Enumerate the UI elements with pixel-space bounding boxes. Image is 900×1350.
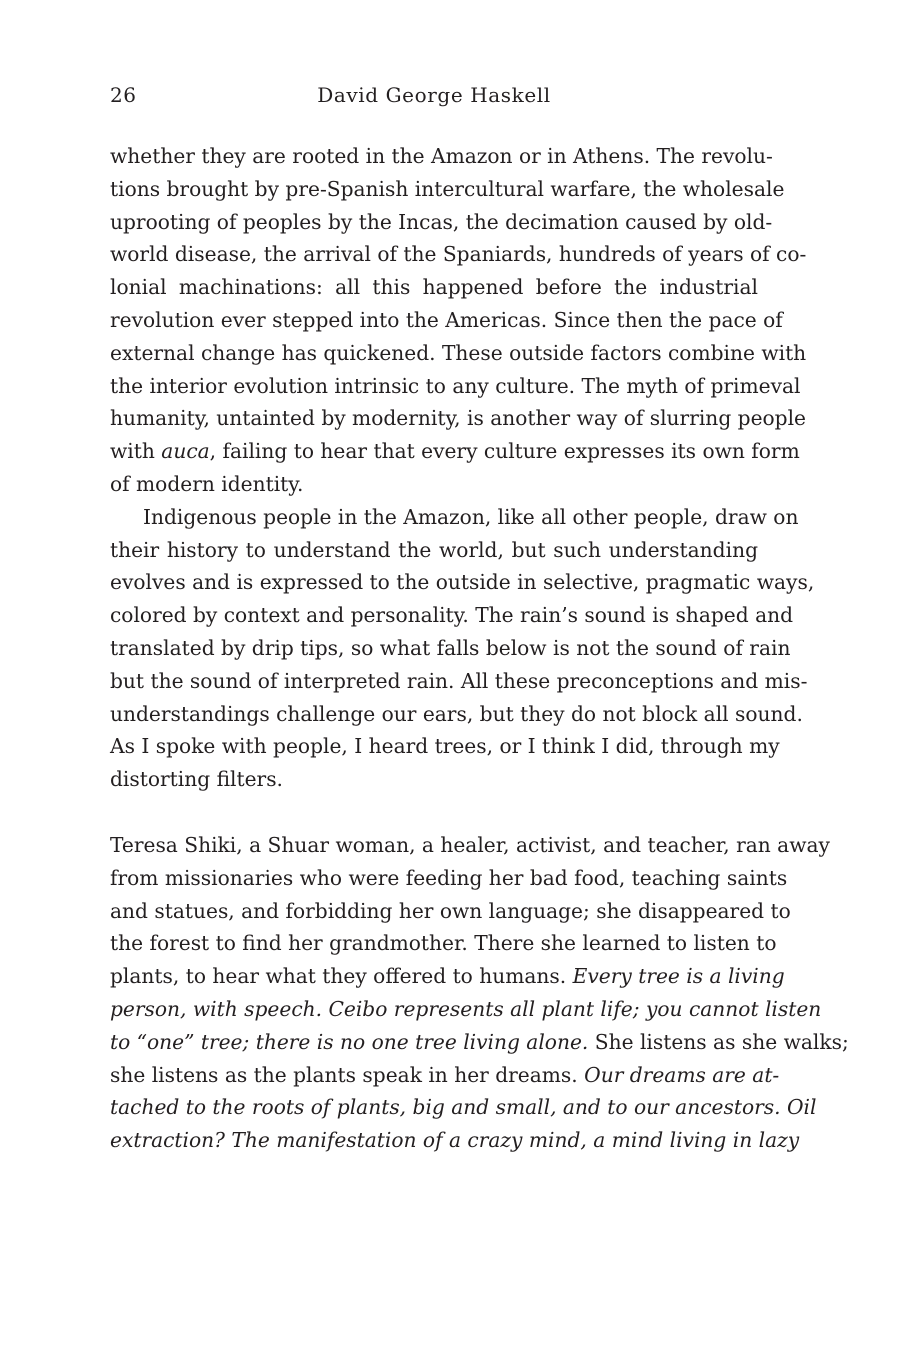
- text-run: of modern identity.: [110, 471, 304, 496]
- text-line: [110, 862, 788, 895]
- text-run: uprooting of peoples by the Incas, the decimation caused by old-: [110, 209, 773, 234]
- text-line: [110, 370, 801, 403]
- italic-text: tached to the roots of plants, big and small, and to our ancestors. Oil: [110, 1095, 817, 1120]
- text-line: [110, 337, 807, 370]
- text-run: distorting filters.: [110, 767, 283, 792]
- text-run: from missionaries who were feeding her bad food, teaching saints: [110, 865, 788, 890]
- section-break: [110, 796, 758, 829]
- text-run: tions brought by pre-Spanish intercultural warfare, the wholesale: [110, 176, 785, 201]
- text-run: understandings challenge our ears, but they do not block all sound.: [110, 701, 803, 726]
- text-line: [110, 1059, 780, 1092]
- italic-text: to “one” tree; there is no one tree living alone.: [110, 1029, 589, 1054]
- text-line: [110, 599, 794, 632]
- text-line: [110, 763, 758, 796]
- page-number: 26: [110, 83, 137, 107]
- text-run: plants, to hear what they offered to humans.: [110, 964, 573, 989]
- text-line: [110, 1026, 849, 1059]
- text-run: Indigenous people in the Amazon, like all other people, draw on: [143, 504, 799, 529]
- text-line: [110, 665, 808, 698]
- text-line: [110, 435, 800, 468]
- text-run: As I spoke with people, I heard trees, or I think I did, through my: [110, 734, 780, 759]
- italic-text: person, with speech. Ceibo represents all plant life; you cannot listen: [110, 996, 822, 1021]
- text-line: [110, 402, 807, 435]
- text-run: evolves and is expressed to the outside in selective, pragmatic ways,: [110, 570, 815, 595]
- italic-text: Our dreams are at-: [584, 1062, 780, 1087]
- text-run: the forest to find her grandmother. There she learned to listen to: [110, 931, 777, 956]
- text-run: the interior evolution intrinsic to any culture. The myth of primeval: [110, 373, 801, 398]
- text-line: [110, 206, 773, 239]
- text-line: [110, 993, 822, 1026]
- text-line: [110, 304, 783, 337]
- text-line: [110, 960, 785, 993]
- text-line: [110, 1091, 817, 1124]
- text-run: Teresa Shiki, a Shuar woman, a healer, activist, and teacher, ran away: [110, 832, 830, 857]
- text-line: [110, 468, 758, 501]
- text-line: [110, 271, 758, 304]
- text-run: with: [110, 439, 162, 464]
- text-run: their history to understand the world, but such understanding: [110, 537, 758, 562]
- text-line: [110, 140, 773, 173]
- page-header: [110, 78, 758, 112]
- text-run: lonial machinations: all this happened before the industrial: [110, 275, 758, 300]
- text-line: [110, 566, 815, 599]
- text-line: [110, 927, 777, 960]
- text-line: [110, 632, 791, 665]
- text-line: [110, 173, 785, 206]
- paragraph: [110, 501, 815, 796]
- text-run: and statues, and forbidding her own language; she disappeared to: [110, 898, 791, 923]
- text-line: [110, 895, 791, 928]
- text-run: humanity, untainted by modernity, is another way of slurring people: [110, 406, 807, 431]
- text-run: she listens as the plants speak in her dreams.: [110, 1062, 585, 1087]
- text-run: translated by drip tips, so what falls below is not the sound of rain: [110, 635, 791, 660]
- text-run: external change has quickened. These outside factors combine with: [110, 340, 807, 365]
- text-run: but the sound of interpreted rain. All these preconceptions and mis-: [110, 668, 808, 693]
- text-line: [110, 730, 780, 763]
- paragraph: [110, 140, 807, 501]
- text-run: colored by context and personality. The rain’s sound is shaped and: [110, 603, 794, 628]
- text-run: world disease, the arrival of the Spaniards, hundreds of years of co-: [110, 242, 807, 267]
- text-line: [110, 501, 799, 534]
- text-line: [110, 238, 807, 271]
- body-text: [110, 140, 849, 1157]
- text-run: She listens as she walks;: [588, 1029, 849, 1054]
- text-line: [110, 698, 803, 731]
- text-run: , failing to hear that every culture expresses its own form: [209, 439, 800, 464]
- paragraph: [110, 829, 849, 1157]
- italic-text: auca: [161, 439, 210, 464]
- italic-text: Every tree is a living: [572, 964, 785, 989]
- running-head-author: David George Haskell: [317, 83, 551, 107]
- text-line: [110, 534, 758, 567]
- text-line: [110, 829, 830, 862]
- italic-text: extraction? The manifestation of a crazy mind, a mind living in lazy: [110, 1128, 800, 1153]
- text-run: whether they are rooted in the Amazon or in Athens. The revolu-: [110, 144, 773, 168]
- text-run: revolution ever stepped into the Americas. Since then the pace of: [110, 307, 783, 332]
- text-line: [110, 1124, 800, 1157]
